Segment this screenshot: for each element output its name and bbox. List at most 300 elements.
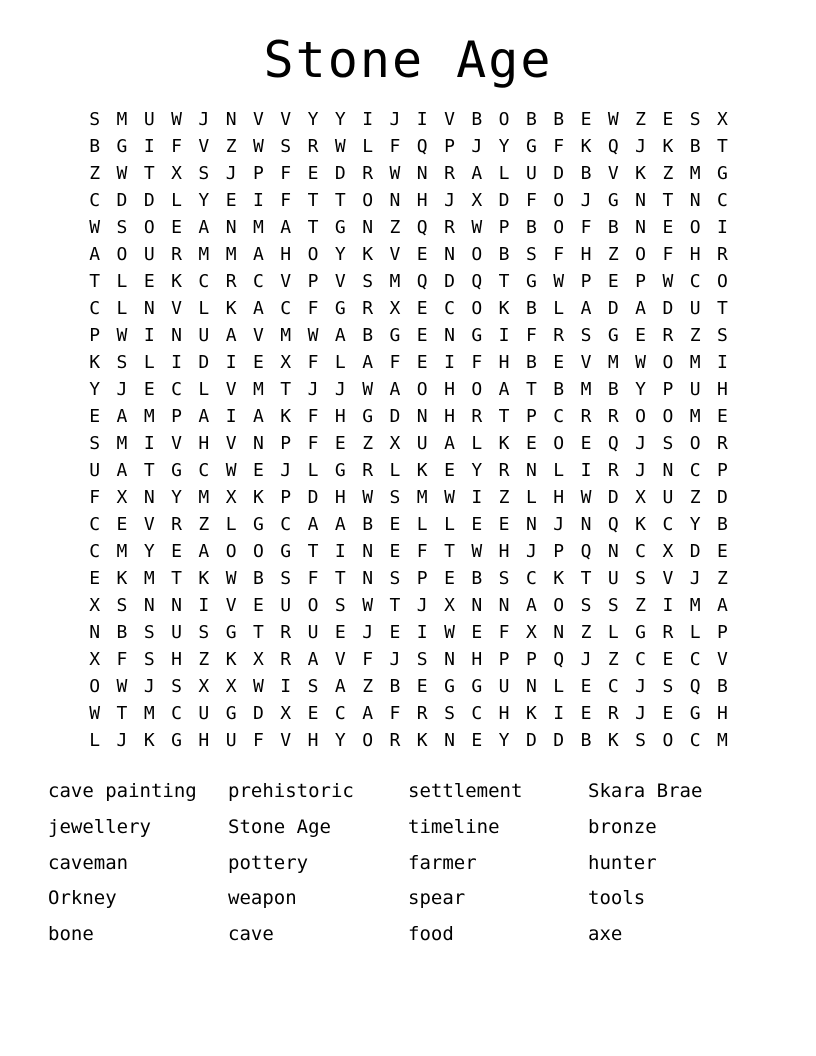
grid-cell: J <box>225 163 237 184</box>
grid-cell: Y <box>689 514 701 535</box>
grid-cell: B <box>253 568 264 589</box>
grid-cell: Q <box>553 649 565 670</box>
grid-cell: K <box>225 298 237 319</box>
grid-cell: P <box>280 433 292 454</box>
grid-cell: P <box>171 406 182 427</box>
grid-cell: B <box>525 298 537 319</box>
grid-cell: P <box>307 271 319 292</box>
word-item: timeline <box>408 815 500 838</box>
grid-cell: N <box>171 595 182 616</box>
grid-cell: E <box>389 541 401 562</box>
grid-cell: E <box>717 541 728 562</box>
grid-cell: R <box>607 460 619 481</box>
grid-cell: C <box>525 568 537 589</box>
grid-cell: D <box>334 163 346 184</box>
grid-cell: O <box>553 595 565 616</box>
grid-cell: E <box>444 460 455 481</box>
grid-cell: M <box>116 433 128 454</box>
grid-cell: F <box>307 352 319 373</box>
grid-cell: I <box>471 487 483 508</box>
grid-cell: F <box>525 190 537 211</box>
grid-cell: C <box>444 298 455 319</box>
grid-cell: D <box>307 487 319 508</box>
grid-cell: M <box>253 217 264 238</box>
grid-cell: Q <box>416 271 428 292</box>
grid-cell: E <box>580 676 592 697</box>
grid-cell: W <box>307 325 319 346</box>
grid-cell: P <box>498 649 510 670</box>
grid-cell: R <box>717 244 728 265</box>
grid-cell: K <box>416 460 428 481</box>
grid-cell: N <box>444 649 455 670</box>
grid-cell: D <box>662 298 674 319</box>
grid-cell: P <box>635 271 646 292</box>
grid-cell: J <box>389 649 401 670</box>
grid-cell: B <box>607 379 619 400</box>
grid-cell: I <box>580 460 592 481</box>
grid-cell: U <box>89 460 101 481</box>
grid-cell: I <box>498 325 510 346</box>
grid-cell: M <box>416 487 428 508</box>
grid-cell: W <box>471 217 483 238</box>
grid-cell: D <box>689 541 701 562</box>
grid-cell: Z <box>689 487 701 508</box>
grid-cell: C <box>89 514 101 535</box>
grid-cell: U <box>498 676 510 697</box>
grid-cell: X <box>525 622 537 643</box>
grid-cell: V <box>143 514 155 535</box>
grid-cell: N <box>143 487 155 508</box>
grid-cell: J <box>362 622 374 643</box>
grid-cell: Z <box>689 325 701 346</box>
grid-cell: P <box>498 217 510 238</box>
grid-cell: N <box>362 568 374 589</box>
grid-cell: W <box>116 163 128 184</box>
grid-cell: M <box>225 244 237 265</box>
grid-cell: O <box>362 190 374 211</box>
grid-cell: I <box>444 352 455 373</box>
grid-cell: S <box>444 703 455 724</box>
grid-cell: O <box>416 379 428 400</box>
grid-cell: D <box>607 298 619 319</box>
grid-cell: A <box>198 217 210 238</box>
grid-cell: V <box>225 379 237 400</box>
grid-cell: E <box>444 568 455 589</box>
grid-cell: K <box>635 514 646 535</box>
grid-cell: K <box>198 568 210 589</box>
word-item: Skara Brae <box>588 780 703 802</box>
grid-cell: E <box>662 649 674 670</box>
grid-cell: C <box>89 541 101 562</box>
grid-cell: E <box>662 109 674 130</box>
grid-cell: B <box>389 676 401 697</box>
grid-cell: A <box>389 379 401 400</box>
grid-cell: T <box>389 595 401 616</box>
word-item: Stone Age <box>228 815 331 838</box>
grid-cell: V <box>280 730 292 751</box>
grid-cell: C <box>635 541 646 562</box>
grid-cell: L <box>171 190 182 211</box>
grid-cell: G <box>280 541 292 562</box>
grid-cell: T <box>171 568 182 589</box>
grid-cell: F <box>389 352 401 373</box>
grid-cell: A <box>334 676 346 697</box>
grid-cell: Z <box>717 568 728 589</box>
grid-cell: R <box>362 460 374 481</box>
word-search-grid <box>81 106 816 754</box>
grid-cell: V <box>580 352 592 373</box>
grid-cell: N <box>525 514 537 535</box>
grid-cell: H <box>498 352 510 373</box>
grid-cell: E <box>89 568 101 589</box>
grid-cell: B <box>498 244 510 265</box>
grid-cell: S <box>635 568 646 589</box>
grid-cell: A <box>253 298 264 319</box>
grid-cell: N <box>143 595 155 616</box>
word-item: bronze <box>588 815 657 838</box>
grid-cell: B <box>607 217 619 238</box>
grid-cell: P <box>717 460 728 481</box>
grid-cell: V <box>225 433 237 454</box>
grid-cell: X <box>225 487 237 508</box>
grid-cell: W <box>89 703 101 724</box>
grid-cell: I <box>362 109 374 130</box>
grid-cell: L <box>334 352 346 373</box>
word-item: pottery <box>228 851 309 874</box>
grid-cell: C <box>89 298 101 319</box>
grid-cell: A <box>116 406 128 427</box>
grid-cell: O <box>498 109 510 130</box>
grid-cell: O <box>116 244 128 265</box>
grid-cell: P <box>553 541 565 562</box>
grid-cell: C <box>198 271 210 292</box>
grid-cell: P <box>253 163 264 184</box>
grid-cell: J <box>471 136 483 157</box>
grid-cell: R <box>280 622 292 643</box>
grid-cell: S <box>198 622 210 643</box>
grid-cell: T <box>334 568 346 589</box>
grid-cell: C <box>334 703 346 724</box>
grid-cell: E <box>416 244 428 265</box>
grid-cell: P <box>444 136 455 157</box>
grid-cell: C <box>635 649 646 670</box>
grid-cell: L <box>553 460 565 481</box>
grid-cell: M <box>198 487 210 508</box>
grid-cell: S <box>143 649 155 670</box>
grid-cell: W <box>225 460 237 481</box>
word-item: settlement <box>408 780 523 802</box>
grid-cell: L <box>553 676 565 697</box>
grid-cell: R <box>307 136 319 157</box>
grid-cell: N <box>362 541 374 562</box>
grid-cell: F <box>307 568 319 589</box>
grid-cell: B <box>717 676 728 697</box>
grid-cell: O <box>362 730 374 751</box>
grid-cell: O <box>553 217 565 238</box>
grid-cell: Z <box>225 136 237 157</box>
grid-cell: V <box>280 271 292 292</box>
grid-cell: D <box>198 352 210 373</box>
grid-cell: Y <box>334 244 346 265</box>
grid-cell: O <box>471 244 483 265</box>
grid-cell: J <box>143 676 155 697</box>
grid-cell: N <box>225 217 237 238</box>
grid-cell: U <box>171 622 182 643</box>
grid-cell: O <box>307 595 319 616</box>
grid-cell: D <box>389 406 401 427</box>
grid-cell: G <box>607 325 619 346</box>
grid-cell: T <box>334 190 346 211</box>
grid-cell: S <box>334 595 346 616</box>
word-column <box>588 774 768 953</box>
grid-cell: S <box>662 433 674 454</box>
grid-cell: S <box>717 325 728 346</box>
grid-cell: I <box>717 352 728 373</box>
grid-cell: K <box>525 703 537 724</box>
grid-cell: N <box>171 325 182 346</box>
grid-cell: E <box>307 163 319 184</box>
grid-cell: V <box>280 109 292 130</box>
grid-cell: A <box>444 433 455 454</box>
grid-cell: C <box>607 676 619 697</box>
grid-cell: G <box>689 703 701 724</box>
grid-cell: O <box>143 217 155 238</box>
grid-cell: T <box>116 703 128 724</box>
grid-cell: V <box>334 649 346 670</box>
grid-cell: I <box>416 622 428 643</box>
grid-cell: A <box>362 352 374 373</box>
grid-cell: K <box>225 649 237 670</box>
grid-cell: O <box>635 406 646 427</box>
grid-cell: R <box>225 271 237 292</box>
grid-cell: O <box>471 379 483 400</box>
grid-cell: K <box>580 136 592 157</box>
grid-cell: G <box>635 622 646 643</box>
grid-cell: G <box>116 136 128 157</box>
grid-cell: M <box>143 703 155 724</box>
grid-cell: L <box>198 298 210 319</box>
grid-cell: A <box>225 325 237 346</box>
grid-cell: W <box>253 136 264 157</box>
grid-cell: E <box>553 352 565 373</box>
word-item: hunter <box>588 851 657 874</box>
grid-cell: J <box>307 379 319 400</box>
grid-cell: I <box>198 595 210 616</box>
grid-cell: S <box>689 109 701 130</box>
grid-cell: N <box>416 163 428 184</box>
grid-cell: N <box>444 244 455 265</box>
grid-cell: S <box>280 568 292 589</box>
grid-cell: X <box>280 703 292 724</box>
grid-cell: I <box>225 352 237 373</box>
grid-cell: D <box>116 190 128 211</box>
grid-cell: Q <box>607 433 619 454</box>
grid-cell: F <box>253 730 264 751</box>
grid-cell: C <box>89 190 101 211</box>
grid-cell: G <box>334 460 346 481</box>
grid-cell: K <box>635 163 646 184</box>
word-item: prehistoric <box>228 780 354 802</box>
grid-cell: R <box>362 163 374 184</box>
grid-cell: K <box>171 271 182 292</box>
grid-cell: D <box>498 190 510 211</box>
grid-cell: R <box>580 406 592 427</box>
grid-cell: R <box>416 703 428 724</box>
grid-cell: N <box>498 595 510 616</box>
grid-cell: S <box>389 487 401 508</box>
grid-cell: R <box>498 460 510 481</box>
grid-cell: U <box>416 433 428 454</box>
grid-cell: S <box>89 433 101 454</box>
grid-cell: G <box>444 676 455 697</box>
grid-cell: C <box>198 460 210 481</box>
grid-cell: D <box>717 487 728 508</box>
grid-cell: E <box>580 433 592 454</box>
grid-cell: H <box>416 190 428 211</box>
grid-cell: A <box>307 514 319 535</box>
grid-cell: Z <box>662 163 674 184</box>
grid-cell: E <box>662 703 674 724</box>
grid-cell: V <box>225 595 237 616</box>
grid-cell: N <box>225 109 237 130</box>
grid-cell: A <box>253 406 264 427</box>
grid-cell: W <box>389 163 401 184</box>
grid-cell: A <box>253 244 264 265</box>
grid-cell: Q <box>471 271 483 292</box>
grid-cell: E <box>498 514 510 535</box>
grid-cell: E <box>89 406 101 427</box>
grid-cell: M <box>116 541 128 562</box>
grid-cell: T <box>307 541 319 562</box>
grid-cell: M <box>607 352 619 373</box>
grid-cell: H <box>498 703 510 724</box>
grid-cell: R <box>444 217 455 238</box>
grid-cell: N <box>607 541 619 562</box>
grid-cell: E <box>334 622 346 643</box>
grid-cell: E <box>253 460 264 481</box>
grid-cell: P <box>580 271 592 292</box>
word-item: weapon <box>228 887 297 910</box>
grid-cell: F <box>362 649 374 670</box>
grid-cell: T <box>498 271 510 292</box>
grid-cell: F <box>89 487 101 508</box>
grid-cell: A <box>116 460 128 481</box>
grid-cell: E <box>416 325 428 346</box>
grid-cell: H <box>498 541 510 562</box>
grid-cell: Z <box>607 244 619 265</box>
grid-cell: M <box>143 568 155 589</box>
grid-cell: N <box>525 676 537 697</box>
grid-cell: X <box>89 595 101 616</box>
grid-cell: J <box>525 541 537 562</box>
grid-cell: F <box>471 352 483 373</box>
grid-cell: U <box>143 109 155 130</box>
grid-cell: C <box>280 298 292 319</box>
grid-cell: S <box>389 568 401 589</box>
grid-cell: J <box>334 379 346 400</box>
grid-cell: V <box>253 109 264 130</box>
grid-cell: V <box>717 649 728 670</box>
grid-cell: Q <box>689 676 701 697</box>
grid-cell: C <box>253 271 264 292</box>
grid-cell: I <box>334 541 346 562</box>
word-item: bone <box>48 923 94 946</box>
word-item: caveman <box>48 851 129 874</box>
grid-cell: L <box>416 514 428 535</box>
grid-cell: D <box>253 703 264 724</box>
grid-cell: Y <box>498 136 510 157</box>
grid-cell: V <box>662 568 674 589</box>
grid-cell: T <box>662 190 674 211</box>
grid-cell: V <box>389 244 401 265</box>
word-item: tools <box>588 887 646 910</box>
grid-cell: F <box>307 406 319 427</box>
grid-cell: B <box>471 568 483 589</box>
grid-cell: U <box>280 595 292 616</box>
grid-cell: S <box>307 676 319 697</box>
grid-cell: U <box>689 379 701 400</box>
grid-cell: E <box>307 703 319 724</box>
grid-cell: W <box>253 676 264 697</box>
grid-cell: F <box>116 649 128 670</box>
grid-cell: G <box>471 325 483 346</box>
grid-cell: W <box>116 676 128 697</box>
grid-cell: C <box>689 649 701 670</box>
grid-cell: X <box>116 487 128 508</box>
grid-cell: W <box>635 352 646 373</box>
grid-cell: W <box>607 109 619 130</box>
grid-cell: B <box>553 109 565 130</box>
grid-cell: H <box>334 487 346 508</box>
grid-cell: H <box>717 379 728 400</box>
grid-cell: C <box>689 271 701 292</box>
grid-cell: J <box>689 568 701 589</box>
grid-cell: D <box>525 730 537 751</box>
grid-cell: E <box>116 514 128 535</box>
grid-cell: O <box>689 217 701 238</box>
grid-cell: H <box>553 487 565 508</box>
grid-cell: B <box>717 514 728 535</box>
grid-cell: O <box>307 244 319 265</box>
grid-cell: O <box>717 271 728 292</box>
grid-cell: U <box>689 298 701 319</box>
grid-cell: L <box>307 460 319 481</box>
grid-cell: X <box>253 649 264 670</box>
grid-cell: F <box>662 244 674 265</box>
grid-cell: S <box>525 244 537 265</box>
grid-cell: F <box>280 190 292 211</box>
grid-cell: Z <box>198 514 210 535</box>
grid-cell: N <box>389 190 401 211</box>
grid-cell: O <box>689 433 701 454</box>
grid-cell: S <box>416 649 428 670</box>
grid-cell: O <box>253 541 264 562</box>
grid-cell: Y <box>635 379 646 400</box>
grid-cell: F <box>580 217 592 238</box>
grid-cell: K <box>662 136 674 157</box>
grid-cell: B <box>553 379 565 400</box>
grid-cell: M <box>689 595 701 616</box>
grid-cell: D <box>444 271 455 292</box>
grid-cell: O <box>553 190 565 211</box>
grid-cell: J <box>116 730 128 751</box>
grid-cell: I <box>662 595 674 616</box>
grid-cell: K <box>498 433 510 454</box>
grid-cell: K <box>253 487 264 508</box>
grid-cell: X <box>444 595 455 616</box>
grid-cell: J <box>389 109 401 130</box>
grid-cell: X <box>280 352 292 373</box>
